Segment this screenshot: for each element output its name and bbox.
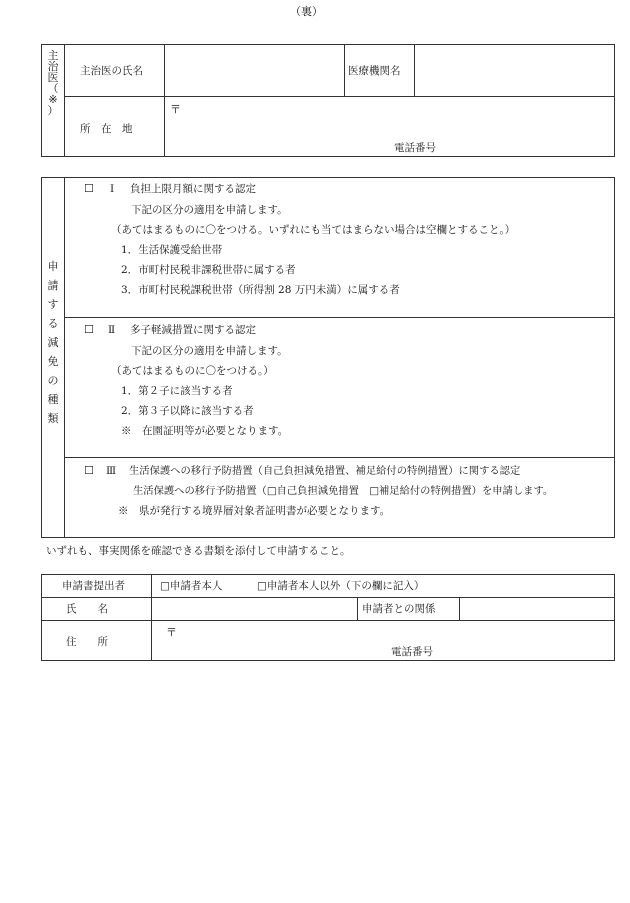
relation-field[interactable] [460, 598, 614, 619]
option-applicant-other[interactable]: □申請者本人以外（下の欄に記入） [257, 580, 425, 592]
section-1-line1: 下記の区分の適用を申請します。 [131, 204, 288, 216]
section-2-item[interactable]: 2．第３子以降に該当する者 [121, 405, 254, 417]
section-3-checkbox[interactable]: ☐ [84, 464, 94, 477]
section-1-title: 負担上限月額に関する認定 [130, 183, 256, 195]
attach-note: いずれも、事実関係を確認できる書類を添付して申請すること。 [46, 545, 351, 557]
section-2-item[interactable]: 1．第２子に該当する者 [121, 385, 233, 397]
page-label: （裏） [290, 5, 323, 18]
section-2-remark: ※ 在園証明等が必要となります。 [121, 425, 289, 437]
section-3-remark: ※ 県が発行する境界層対象者証明書が必要となります。 [118, 505, 391, 517]
doctor-phone-label: 電話番号 [394, 142, 436, 154]
submitter-header-label: 申請書提出者 [62, 580, 125, 592]
section-3-numeral: Ⅲ [106, 465, 117, 477]
section-2-title: 多子軽減措置に関する認定 [130, 324, 256, 336]
doctor-side-label: 主 治 医 （ ※ ） [47, 49, 59, 117]
doctor-address-label: 所 在 地 [80, 123, 133, 135]
institution-label: 医療機関名 [348, 65, 401, 77]
relation-label: 申請者との関係 [362, 603, 436, 615]
doctor-postal-mark: 〒 [170, 103, 181, 116]
doctor-name-label: 主治医の氏名 [80, 65, 143, 77]
submitter-address-field[interactable] [152, 621, 614, 643]
submitter-phone-label: 電話番号 [391, 646, 433, 658]
section-2-numeral: Ⅱ [108, 324, 116, 336]
reduction-side-label: 申 請 す る 減 免 の 種 類 [47, 260, 59, 425]
submitter-address-label: 住 所 [66, 636, 108, 648]
option-applicant-self[interactable]: □申請者本人 [160, 580, 223, 592]
section-1-note: （あてはまるものに〇をつける。いずれにも当てはまらない場合は空欄とすること。） [111, 224, 516, 236]
submitter-postal-mark: 〒 [166, 626, 177, 639]
section-1-numeral: Ⅰ [110, 183, 115, 195]
section-1-item[interactable]: 3．市町村民税課税世帯（所得割 28 万円未満）に属する者 [121, 284, 400, 296]
section-2-line1: 下記の区分の適用を申請します。 [131, 345, 288, 357]
submitter-name-label: 氏 名 [66, 603, 108, 615]
doctor-name-field[interactable] [165, 45, 343, 95]
submitter-name-field[interactable] [152, 598, 356, 619]
section-3-title: 生活保護への移行予防措置（自己負担減免措置、補足給付の特例措置）に関する認定 [129, 465, 521, 477]
section-2-note: （あてはまるものに〇をつける。） [111, 365, 274, 377]
section-1-checkbox[interactable]: ☐ [84, 182, 94, 195]
section-2-checkbox[interactable]: ☐ [84, 323, 94, 336]
section-1-item[interactable]: 2．市町村民税非課税世帯に属する者 [121, 264, 296, 276]
section-3-line1: 生活保護への移行予防措置（□自己負担減免措置 □補足給付の特例措置）を申請します。 [133, 485, 554, 497]
institution-field[interactable] [415, 45, 614, 95]
section-1-item[interactable]: 1．生活保護受給世帯 [121, 244, 223, 256]
doctor-address-field[interactable] [165, 97, 614, 135]
